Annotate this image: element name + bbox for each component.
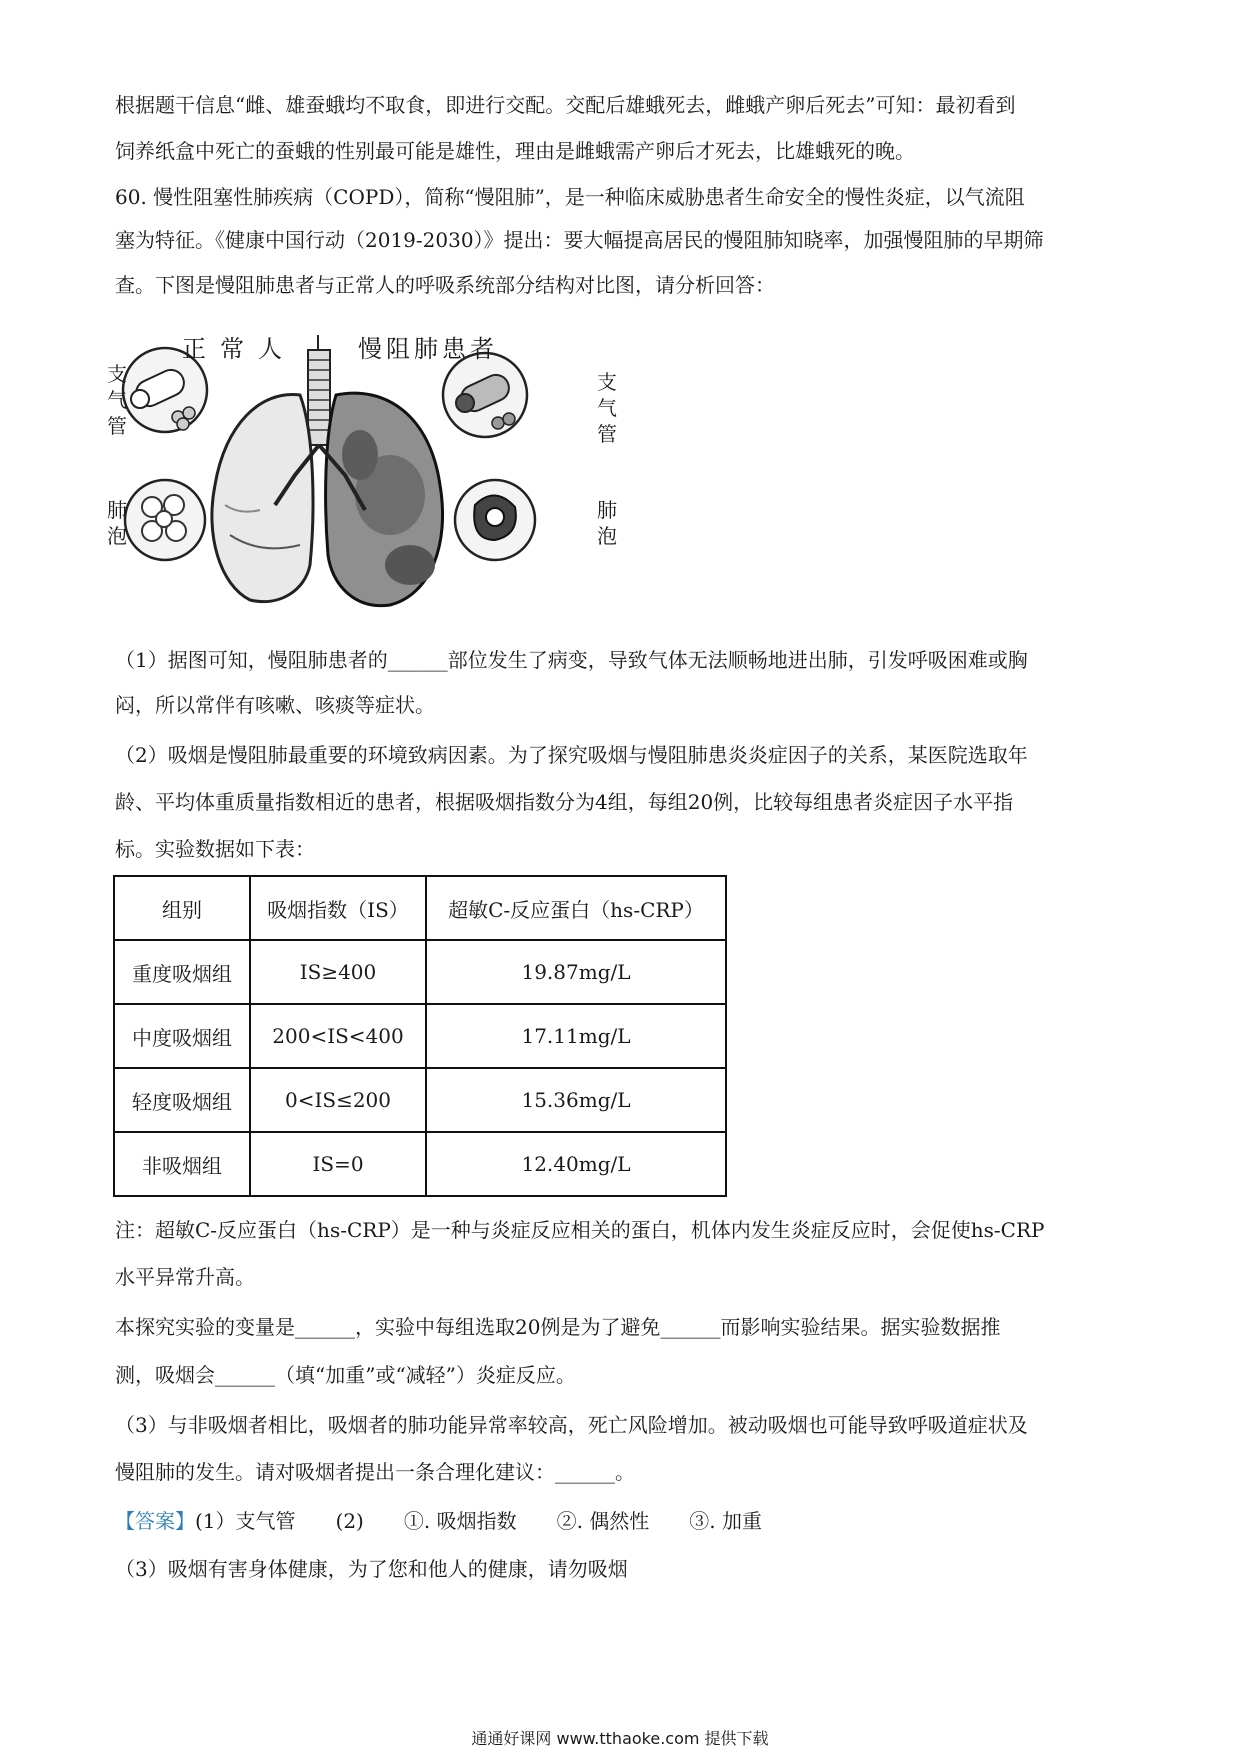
table-header-cell: 吸烟指数（IS） bbox=[250, 876, 426, 940]
question-60-line: 查。下图是慢阻肺患者与正常人的呼吸系统部分结构对比图，请分析回答： bbox=[115, 273, 775, 297]
table-cell: 15.36mg/L bbox=[426, 1068, 726, 1132]
label-bronchus-left: 支气管 bbox=[107, 362, 127, 438]
note-line: 水平异常升高。 bbox=[115, 1265, 255, 1289]
note-line: 注：超敏C-反应蛋白（hs-CRP）是一种与炎症反应相关的蛋白，机体内发生炎症反应时，会促使hs-CRP bbox=[115, 1218, 1045, 1242]
answer-tag: 【答案】 bbox=[115, 1509, 195, 1533]
question-3-line: 慢阻肺的发生。请对吸烟者提出一条合理化建议：______。 bbox=[115, 1460, 635, 1484]
figure-label-copd: 慢阻肺患者 bbox=[358, 335, 498, 363]
table-cell: 0<IS≤200 bbox=[250, 1068, 426, 1132]
table-cell: 19.87mg/L bbox=[426, 940, 726, 1004]
table-cell: 中度吸烟组 bbox=[114, 1004, 250, 1068]
table-cell: 轻度吸烟组 bbox=[114, 1068, 250, 1132]
answer-line-2: （3）吸烟有害身体健康，为了您和他人的健康，请勿吸烟 bbox=[115, 1557, 628, 1581]
table-row bbox=[114, 1068, 726, 1132]
table-cell: IS≥400 bbox=[250, 940, 426, 1004]
table-row bbox=[114, 1004, 726, 1068]
question-3-line: （3）与非吸烟者相比，吸烟者的肺功能异常率较高，死亡风险增加。被动吸烟也可能导致呼吸道症状及 bbox=[115, 1413, 1028, 1437]
page-footer: 通通好课网 www.tthaoke.com 提供下载 bbox=[471, 1729, 769, 1748]
paragraph-line: 根据题干信息“雌、雄蚕蛾均不取食，即进行交配。交配后雄蛾死去，雌蛾产卵后死去”可知：最初看到 bbox=[115, 93, 1016, 117]
question-2-line: 龄、平均体重质量指数相近的患者，根据吸烟指数分为4组，每组20例，比较每组患者炎症因子水平指 bbox=[115, 790, 1014, 814]
label-bronchus-right: 支气管 bbox=[597, 370, 617, 446]
question-60-line: 60. 慢性阻塞性肺疾病（COPD），简称“慢阻肺”，是一种临床威胁患者生命安全的慢性炎症，以气流阻 bbox=[115, 185, 1025, 209]
table-row bbox=[114, 1132, 726, 1196]
table-cell: IS=0 bbox=[250, 1132, 426, 1196]
paragraph-line: 饲养纸盒中死亡的蚕蛾的性别最可能是雄性，理由是雌蛾需产卵后才死去，比雄蛾死的晚。 bbox=[115, 139, 915, 163]
table-cell: 非吸烟组 bbox=[114, 1132, 250, 1196]
question-1-line: 闷，所以常伴有咳嗽、咳痰等症状。 bbox=[115, 693, 435, 717]
lung-illustration bbox=[110, 335, 620, 615]
experiment-data-table bbox=[113, 875, 727, 1197]
question-2-line: （2）吸烟是慢阻肺最重要的环境致病因素。为了探究吸烟与慢阻肺患炎炎症因子的关系，某医院选取年 bbox=[115, 743, 1028, 767]
table-row bbox=[114, 940, 726, 1004]
answer-text: (1）支气管 (2) ①. 吸烟指数 ②. 偶然性 ③. 加重 bbox=[195, 1509, 763, 1533]
table-cell: 重度吸烟组 bbox=[114, 940, 250, 1004]
question-1-line: （1）据图可知，慢阻肺患者的______部位发生了病变，导致气体无法顺畅地进出肺，引发呼吸困难或胸 bbox=[115, 648, 1028, 672]
table-cell: 12.40mg/L bbox=[426, 1132, 726, 1196]
label-alveoli-right: 肺泡 bbox=[597, 498, 617, 548]
lung-comparison-figure bbox=[107, 335, 620, 615]
table-header-cell: 超敏C-反应蛋白（hs-CRP） bbox=[426, 876, 726, 940]
table-cell: 200<IS<400 bbox=[250, 1004, 426, 1068]
figure-label-normal: 正常人 bbox=[182, 335, 296, 363]
table-header-row bbox=[114, 876, 726, 940]
question-60-line: 塞为特征。《健康中国行动（2019-2030）》提出：要大幅提高居民的慢阻肺知晓率，加强慢阻肺的早期筛 bbox=[115, 228, 1044, 252]
answer-line bbox=[115, 1506, 1135, 1536]
question-2b-line: 测，吸烟会______（填“加重”或“减轻”）炎症反应。 bbox=[115, 1363, 576, 1387]
question-2b-line: 本探究实验的变量是______，实验中每组选取20例是为了避免______而影响实验结果。据实验数据推 bbox=[115, 1315, 1001, 1339]
table-cell: 17.11mg/L bbox=[426, 1004, 726, 1068]
label-alveoli-left: 肺泡 bbox=[107, 498, 127, 548]
table-header-cell: 组别 bbox=[114, 876, 250, 940]
question-2-line: 标。实验数据如下表： bbox=[115, 837, 315, 861]
